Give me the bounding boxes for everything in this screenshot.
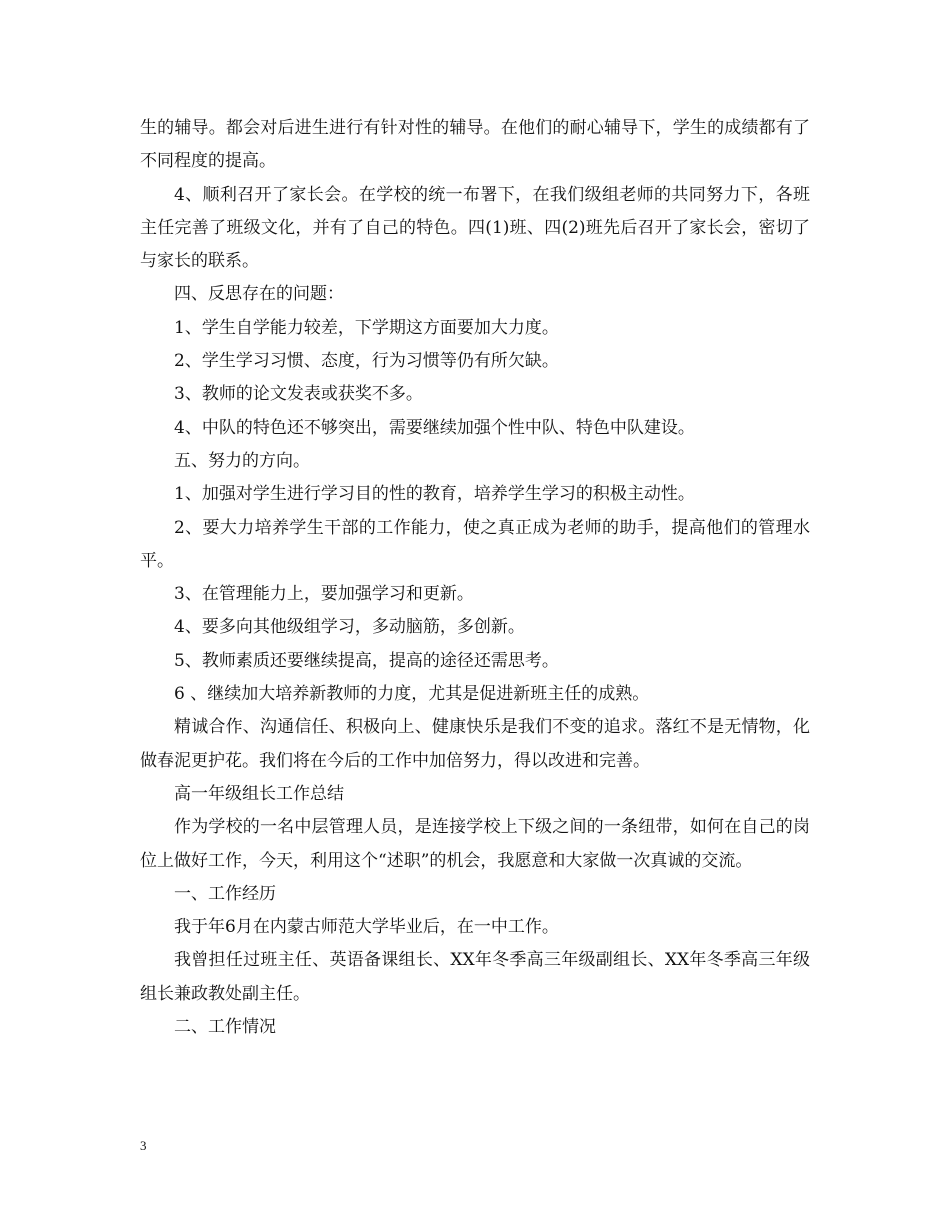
- section-heading: 高一年级组长工作总结: [174, 783, 344, 804]
- paragraph-10: 2、要大力培养学生干部的工作能力，使之真正成为老师的助手，提高他们的管理水平。: [140, 517, 810, 571]
- paragraph-5: 2、学生学习习惯、态度，行为习惯等仍有所欠缺。: [174, 351, 559, 372]
- page-number: 3: [140, 1138, 147, 1153]
- paragraph-1: 生的辅导。都会对后进生进行有针对性的辅导。在他们的耐心辅导下，学生的成绩都有了不同程度的提高。: [140, 118, 810, 172]
- paragraph-18: 一、工作经历: [174, 883, 276, 904]
- paragraph-13: 5、教师素质还要继续提高，提高的途径还需思考。: [174, 650, 559, 671]
- paragraph-7: 4、中队的特色还不够突出，需要继续加强个性中队、特色中队建设。: [174, 417, 695, 438]
- paragraph-3: 四、反思存在的问题：: [174, 284, 344, 305]
- paragraph-17: 作为学校的一名中层管理人员，是连接学校上下级之间的一条纽带，如何在自己的岗位上做好工作，今天，利用这个“述职”的机会，我愿意和大家做一次真诚的交流。: [140, 817, 810, 871]
- paragraph-19: 我于年6月在内蒙古师范大学毕业后，在一中工作。: [174, 917, 559, 938]
- paragraph-6: 3、教师的论文发表或获奖不多。: [174, 384, 423, 405]
- paragraph-21: 二、工作情况: [174, 1017, 276, 1038]
- paragraph-8: 五、努力的方向。: [174, 450, 310, 471]
- paragraph-4: 1、学生自学能力较差，下学期这方面要加大力度。: [174, 317, 559, 338]
- paragraph-2: 4、顺利召开了家长会。在学校的统一布署下，在我们级组老师的共同努力下，各班主任完善了班级文化，并有了自己的特色。四(1)班、四(2)班先后召开了家长会，密切了与家长的联系。: [140, 184, 810, 272]
- body-text: [140, 112, 810, 1044]
- paragraph-20: 我曾担任过班主任、英语备课组长、XX年冬季高三年级副组长、XX年冬季高三年级组长兼政教处副主任。: [140, 950, 810, 1004]
- paragraph-14: 6 、继续加大培养新教师的力度，尤其是促进新班主任的成熟。: [174, 684, 650, 705]
- paragraph-11: 3、在管理能力上，要加强学习和更新。: [174, 584, 474, 605]
- paragraph-9: 1、加强对学生进行学习目的性的教育，培养学生学习的积极主动性。: [174, 484, 695, 505]
- paragraph-12: 4、要多向其他级组学习，多动脑筋，多创新。: [174, 617, 525, 638]
- paragraph-15: 精诚合作、沟通信任、积极向上、健康快乐是我们不变的追求。落红不是无情物，化做春泥更护花。我们将在今后的工作中加倍努力，得以改进和完善。: [140, 717, 810, 771]
